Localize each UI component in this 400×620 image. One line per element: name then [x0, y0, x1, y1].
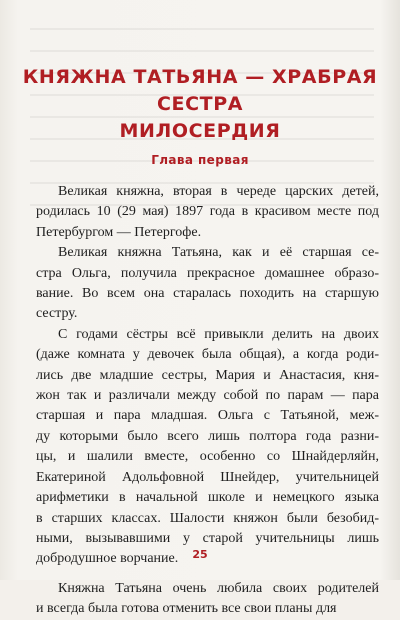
text-line: цы, и шалили вместе, особенно со Шнайдерляйн,	[36, 449, 379, 465]
text-line: вание. Во всем она старалась походить на старшую	[36, 286, 379, 302]
text-line: старшая и пара младшая. Ольга с Татьяной, меж-	[36, 408, 379, 424]
text-line: Княжна Татьяна очень любила своих родителей	[58, 580, 379, 596]
text-line: лись две младшие сестры, Мария и Анастасия, кня-	[36, 367, 379, 383]
chapter-heading: Глава первая	[151, 153, 249, 167]
text-line: добродушное ворчание.	[36, 551, 179, 567]
text-line: ными, вызывавшими у старой учительницы лишь	[36, 530, 379, 546]
text-line: стра Ольга, получила прекрасное домашнее образо-	[36, 265, 379, 281]
text-line: сестру.	[36, 306, 78, 322]
text-line: Петербургом — Петергофе.	[36, 224, 202, 240]
title-line-2: МИЛОСЕРДИЯ	[119, 120, 281, 142]
text-line: Великая княжна, вторая в череде царских детей,	[58, 184, 379, 199]
text-line: родилась 10 (29 мая) 1897 года в красивом месте под	[36, 204, 379, 220]
text-line: в старших классах. Шалости княжон были безобид-	[36, 510, 379, 526]
text-line: Екатериной Адольфовной Шнейдер, учительницей	[36, 469, 379, 485]
text-line: ду которыми было всего лишь полтора года разни-	[36, 428, 379, 444]
page-number: 25	[192, 548, 208, 561]
text-line: (даже комната у девочек была общая), а когда роди-	[36, 347, 379, 363]
text-line: жон так и различали между собой по парам — пара	[36, 388, 379, 404]
chapter-title	[0, 64, 400, 145]
text-line: арифметики в начальной школе и немецкого языка	[36, 490, 379, 506]
text-line: и всегда была готова отменить все свои планы для	[36, 601, 337, 617]
title-line-1: КНЯЖНА ТАТЬЯНА — ХРАБРАЯ СЕСТРА	[22, 66, 378, 115]
text-line: С годами сёстры всё привыкли делить на двоих	[58, 326, 379, 342]
text-line: Великая княжна Татьяна, как и её старшая се-	[58, 245, 379, 261]
